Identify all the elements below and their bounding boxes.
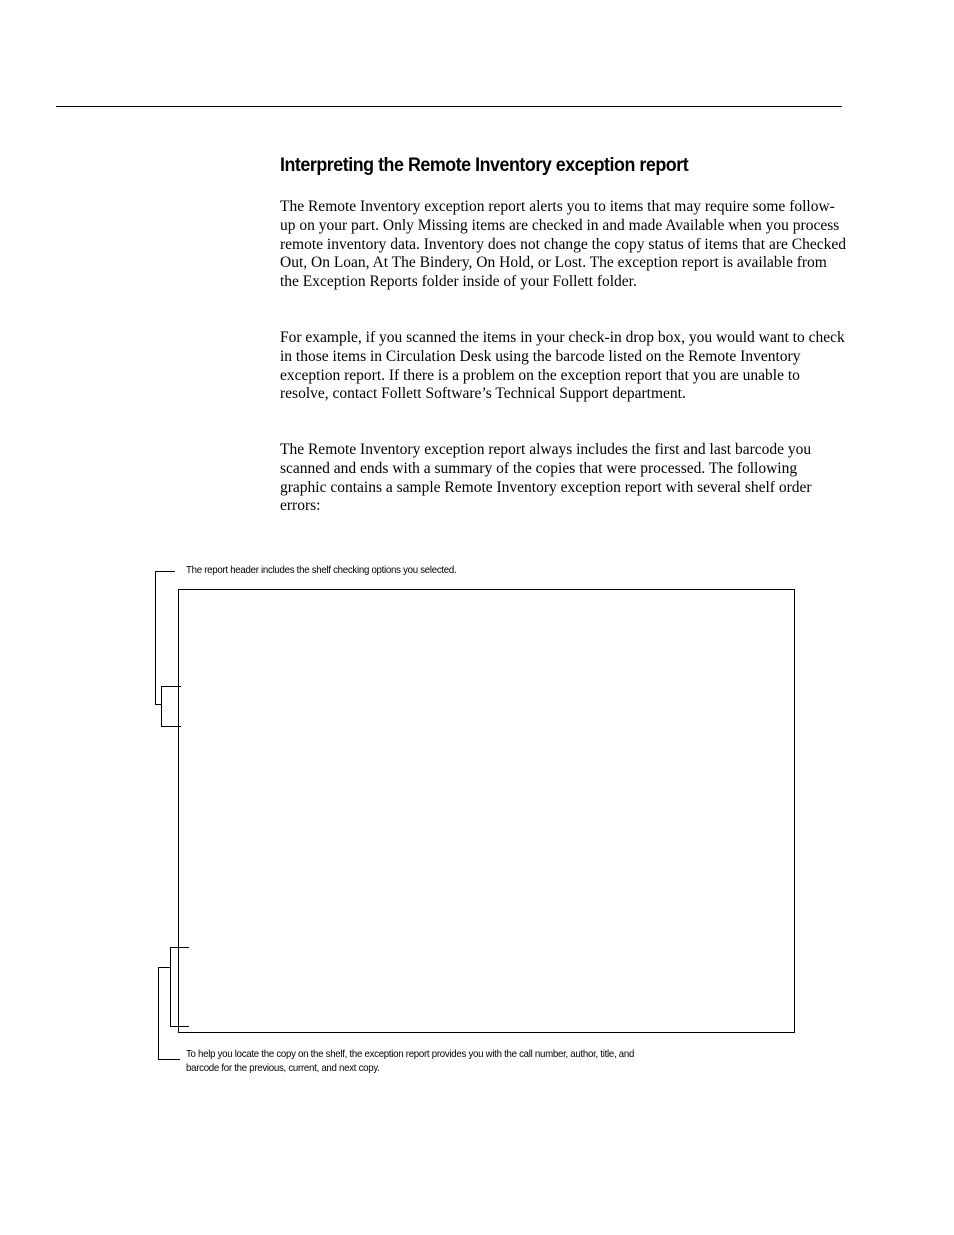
paragraph-intro: The Remote Inventory exception report alerts you to items that may require some follow-up on your part. Only Missing items are checked in and made Available when you process remote inventory data. Inventory does not change the copy status of items that are Checked Out, On Loan, At The Bindery, On Hold, or Lost. The exception report is available from the Exception Reports folder inside of your Follett folder. xyxy=(280,198,846,291)
sample-exception-report xyxy=(178,589,795,1033)
callout-copy-location-note: To help you locate the copy on the shelf, the exception report provides you with the call number, author, title, and barcode for the previous, current, and next copy. xyxy=(186,1048,635,1074)
paragraph-summary: The Remote Inventory exception report always includes the first and last barcode you scanned and ends with a summary of the copies that were processed. The following graphic contains a sample Remote Inventory exception report with several shelf order errors: xyxy=(280,441,812,515)
header-rule xyxy=(56,106,842,107)
section-title: Interpreting the Remote Inventory exception report xyxy=(280,155,689,176)
callout-header-note: The report header includes the shelf checking options you selected. xyxy=(186,564,457,576)
paragraph-example: For example, if you scanned the items in your check-in drop box, you would want to check in those items in Circulation Desk using the barcode listed on the Remote Inventory exception report. If there is a problem on the exception report that you are unable to resolve, contact Follett Software’s Technical Support department. xyxy=(280,329,845,403)
